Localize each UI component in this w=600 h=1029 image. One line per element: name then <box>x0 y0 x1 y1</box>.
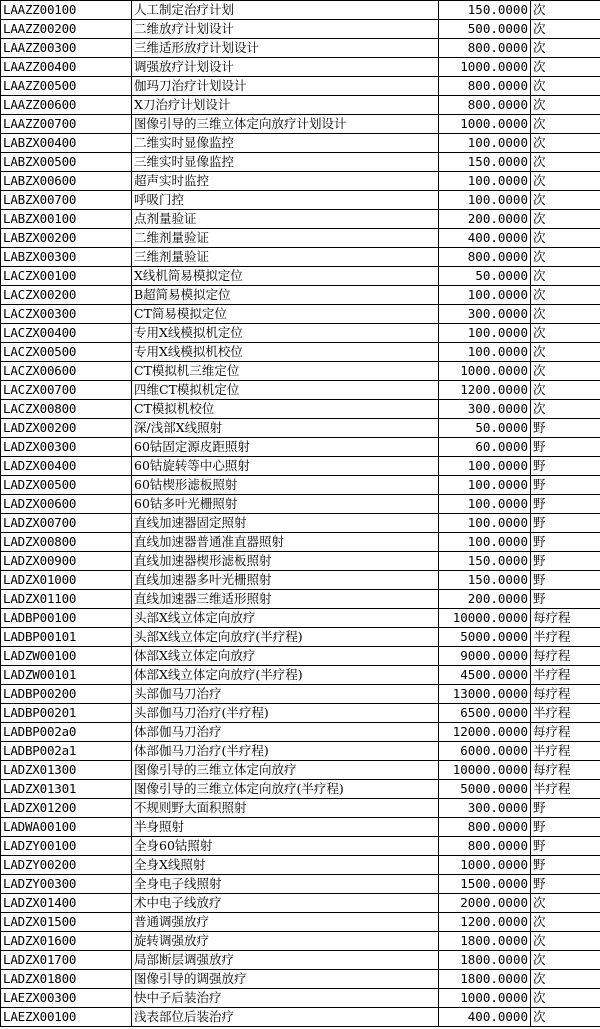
item-price-cell: 100.0000 <box>439 343 531 362</box>
item-name-cell: 直线加速器楔形滤板照射 <box>132 552 439 571</box>
item-name-cell: 直线加速器普通准直器照射 <box>132 533 439 552</box>
item-name-cell: 二维剂量验证 <box>132 229 439 248</box>
table-row <box>1 1008 600 1027</box>
item-unit-cell: 次 <box>531 894 600 913</box>
table-row <box>1 400 600 419</box>
item-code-cell: LADZX00400 <box>1 457 132 476</box>
table-row <box>1 210 600 229</box>
item-unit-cell: 次 <box>531 343 600 362</box>
item-code-cell: LADZW00100 <box>1 647 132 666</box>
item-unit-cell: 每疗程 <box>531 685 600 704</box>
table-row <box>1 590 600 609</box>
item-unit-cell: 野 <box>531 438 600 457</box>
item-unit-cell: 野 <box>531 590 600 609</box>
table-row <box>1 932 600 951</box>
item-unit-cell: 次 <box>531 286 600 305</box>
item-name-cell: 体部伽马刀治疗 <box>132 723 439 742</box>
item-price-cell: 100.0000 <box>439 533 531 552</box>
item-name-cell: 呼吸门控 <box>132 191 439 210</box>
item-code-cell: LACZX00100 <box>1 267 132 286</box>
item-unit-cell: 野 <box>531 457 600 476</box>
item-price-cell: 12000.0000 <box>439 723 531 742</box>
item-name-cell: 体部伽马刀治疗(半疗程) <box>132 742 439 761</box>
item-price-cell: 800.0000 <box>439 248 531 267</box>
item-unit-cell: 野 <box>531 514 600 533</box>
item-unit-cell: 次 <box>531 229 600 248</box>
table-row <box>1 419 600 438</box>
item-name-cell: X线机简易模拟定位 <box>132 267 439 286</box>
item-name-cell: 普通调强放疗 <box>132 913 439 932</box>
item-unit-cell: 次 <box>531 324 600 343</box>
item-name-cell: 头部伽马刀治疗 <box>132 685 439 704</box>
item-price-cell: 400.0000 <box>439 1008 531 1027</box>
item-price-cell: 1000.0000 <box>439 989 531 1008</box>
item-price-cell: 100.0000 <box>439 134 531 153</box>
table-row <box>1 248 600 267</box>
item-code-cell: LAAZZ00100 <box>1 1 132 20</box>
item-code-cell: LADZX01300 <box>1 761 132 780</box>
item-unit-cell: 次 <box>531 932 600 951</box>
item-unit-cell: 野 <box>531 552 600 571</box>
item-unit-cell: 次 <box>531 134 600 153</box>
item-unit-cell: 次 <box>531 248 600 267</box>
item-price-cell: 5000.0000 <box>439 780 531 799</box>
table-row <box>1 913 600 932</box>
item-code-cell: LABZX00300 <box>1 248 132 267</box>
item-code-cell: LADZX00600 <box>1 495 132 514</box>
item-code-cell: LACZX00500 <box>1 343 132 362</box>
item-code-cell: LABZX00100 <box>1 210 132 229</box>
item-unit-cell: 每疗程 <box>531 723 600 742</box>
item-code-cell: LADZX01600 <box>1 932 132 951</box>
item-price-cell: 1000.0000 <box>439 856 531 875</box>
table-row <box>1 77 600 96</box>
item-unit-cell: 次 <box>531 381 600 400</box>
item-price-cell: 1800.0000 <box>439 932 531 951</box>
item-name-cell: 全身60钴照射 <box>132 837 439 856</box>
table-row <box>1 571 600 590</box>
item-price-cell: 100.0000 <box>439 286 531 305</box>
item-name-cell: 旋转调强放疗 <box>132 932 439 951</box>
item-name-cell: X刀治疗计划设计 <box>132 96 439 115</box>
item-unit-cell: 次 <box>531 210 600 229</box>
item-unit-cell: 野 <box>531 818 600 837</box>
table-row <box>1 134 600 153</box>
item-price-cell: 400.0000 <box>439 229 531 248</box>
item-name-cell: 头部X线立体定向放疗(半疗程) <box>132 628 439 647</box>
table-row <box>1 172 600 191</box>
item-code-cell: LADZX00800 <box>1 533 132 552</box>
item-code-cell: LABZX00500 <box>1 153 132 172</box>
item-unit-cell: 次 <box>531 989 600 1008</box>
item-name-cell: 专用X线模拟机定位 <box>132 324 439 343</box>
item-unit-cell: 野 <box>531 533 600 552</box>
item-code-cell: LABZX00700 <box>1 191 132 210</box>
item-code-cell: LABZX00200 <box>1 229 132 248</box>
item-price-cell: 1200.0000 <box>439 381 531 400</box>
item-unit-cell: 每疗程 <box>531 761 600 780</box>
item-unit-cell: 次 <box>531 96 600 115</box>
item-code-cell: LADBP002a1 <box>1 742 132 761</box>
table-row <box>1 628 600 647</box>
item-price-cell: 150.0000 <box>439 552 531 571</box>
item-code-cell: LADBP002a0 <box>1 723 132 742</box>
item-price-cell: 500.0000 <box>439 20 531 39</box>
item-code-cell: LADZX00900 <box>1 552 132 571</box>
table-row <box>1 742 600 761</box>
item-code-cell: LADBP00101 <box>1 628 132 647</box>
item-code-cell: LADZY00300 <box>1 875 132 894</box>
item-name-cell: 全身X线照射 <box>132 856 439 875</box>
item-name-cell: 浅表部位后装治疗 <box>132 1008 439 1027</box>
table-row <box>1 153 600 172</box>
item-unit-cell: 半疗程 <box>531 742 600 761</box>
item-price-cell: 10000.0000 <box>439 761 531 780</box>
item-unit-cell: 次 <box>531 153 600 172</box>
item-price-cell: 6000.0000 <box>439 742 531 761</box>
table-row <box>1 362 600 381</box>
item-price-cell: 1000.0000 <box>439 58 531 77</box>
item-code-cell: LADBP00200 <box>1 685 132 704</box>
table-row <box>1 191 600 210</box>
item-name-cell: 人工制定治疗计划 <box>132 1 439 20</box>
item-price-cell: 800.0000 <box>439 837 531 856</box>
item-name-cell: B超简易模拟定位 <box>132 286 439 305</box>
item-price-cell: 9000.0000 <box>439 647 531 666</box>
item-name-cell: 直线加速器固定照射 <box>132 514 439 533</box>
item-price-cell: 5000.0000 <box>439 628 531 647</box>
item-name-cell: 半身照射 <box>132 818 439 837</box>
item-price-cell: 300.0000 <box>439 305 531 324</box>
item-code-cell: LADZX01400 <box>1 894 132 913</box>
table-row <box>1 723 600 742</box>
table-row <box>1 305 600 324</box>
item-name-cell: 术中电子线放疗 <box>132 894 439 913</box>
item-code-cell: LADZX00200 <box>1 419 132 438</box>
item-unit-cell: 次 <box>531 913 600 932</box>
item-name-cell: 不规则野大面积照射 <box>132 799 439 818</box>
item-price-cell: 100.0000 <box>439 172 531 191</box>
item-name-cell: 直线加速器三维适形照射 <box>132 590 439 609</box>
item-unit-cell: 次 <box>531 39 600 58</box>
item-price-cell: 60.0000 <box>439 438 531 457</box>
item-name-cell: 60钴多叶光栅照射 <box>132 495 439 514</box>
item-price-cell: 100.0000 <box>439 495 531 514</box>
item-unit-cell: 野 <box>531 476 600 495</box>
item-name-cell: 头部伽马刀治疗(半疗程) <box>132 704 439 723</box>
item-code-cell: LAEZX00100 <box>1 1008 132 1027</box>
table-row <box>1 875 600 894</box>
item-unit-cell: 野 <box>531 571 600 590</box>
item-unit-cell: 次 <box>531 400 600 419</box>
item-name-cell: 60钴楔形滤板照射 <box>132 476 439 495</box>
item-unit-cell: 每疗程 <box>531 647 600 666</box>
item-code-cell: LAEZX00300 <box>1 989 132 1008</box>
item-name-cell: CT简易模拟定位 <box>132 305 439 324</box>
item-code-cell: LABZX00600 <box>1 172 132 191</box>
item-name-cell: CT模拟机三维定位 <box>132 362 439 381</box>
item-price-cell: 150.0000 <box>439 153 531 172</box>
table-row <box>1 856 600 875</box>
item-code-cell: LACZX00400 <box>1 324 132 343</box>
table-row <box>1 818 600 837</box>
item-price-cell: 100.0000 <box>439 191 531 210</box>
table-row <box>1 552 600 571</box>
item-code-cell: LADZX01700 <box>1 951 132 970</box>
item-code-cell: LADZX00300 <box>1 438 132 457</box>
item-code-cell: LADBP00100 <box>1 609 132 628</box>
item-unit-cell: 次 <box>531 970 600 989</box>
item-name-cell: 全身电子线照射 <box>132 875 439 894</box>
item-code-cell: LACZX00700 <box>1 381 132 400</box>
table-row <box>1 685 600 704</box>
item-name-cell: 60钴固定源皮距照射 <box>132 438 439 457</box>
item-unit-cell: 半疗程 <box>531 628 600 647</box>
item-name-cell: 二维实时显像监控 <box>132 134 439 153</box>
table-row <box>1 58 600 77</box>
item-unit-cell: 次 <box>531 951 600 970</box>
table-row <box>1 115 600 134</box>
item-price-cell: 6500.0000 <box>439 704 531 723</box>
table-row <box>1 267 600 286</box>
item-name-cell: CT模拟机校位 <box>132 400 439 419</box>
item-price-cell: 1500.0000 <box>439 875 531 894</box>
item-price-cell: 300.0000 <box>439 799 531 818</box>
item-name-cell: 60钴旋转等中心照射 <box>132 457 439 476</box>
item-code-cell: LACZX00600 <box>1 362 132 381</box>
item-unit-cell: 次 <box>531 362 600 381</box>
table-row <box>1 533 600 552</box>
item-price-cell: 150.0000 <box>439 571 531 590</box>
item-code-cell: LADZX01000 <box>1 571 132 590</box>
table-row <box>1 951 600 970</box>
item-price-cell: 1000.0000 <box>439 115 531 134</box>
item-unit-cell: 次 <box>531 1008 600 1027</box>
item-price-cell: 100.0000 <box>439 457 531 476</box>
item-code-cell: LADZX00500 <box>1 476 132 495</box>
item-name-cell: 超声实时监控 <box>132 172 439 191</box>
item-price-cell: 4500.0000 <box>439 666 531 685</box>
item-price-cell: 100.0000 <box>439 514 531 533</box>
table-row <box>1 438 600 457</box>
item-code-cell: LAAZZ00600 <box>1 96 132 115</box>
item-unit-cell: 次 <box>531 305 600 324</box>
item-name-cell: 专用X线模拟机校位 <box>132 343 439 362</box>
item-unit-cell: 次 <box>531 267 600 286</box>
table-row <box>1 495 600 514</box>
table-row <box>1 761 600 780</box>
item-price-cell: 1200.0000 <box>439 913 531 932</box>
item-name-cell: 二维放疗计划设计 <box>132 20 439 39</box>
item-unit-cell: 野 <box>531 856 600 875</box>
item-price-cell: 10000.0000 <box>439 609 531 628</box>
item-unit-cell: 半疗程 <box>531 666 600 685</box>
item-unit-cell: 次 <box>531 115 600 134</box>
item-price-cell: 150.0000 <box>439 1 531 20</box>
item-price-cell: 200.0000 <box>439 590 531 609</box>
item-unit-cell: 野 <box>531 799 600 818</box>
item-price-cell: 800.0000 <box>439 77 531 96</box>
table-row <box>1 96 600 115</box>
item-price-cell: 1800.0000 <box>439 951 531 970</box>
item-code-cell: LADBP00201 <box>1 704 132 723</box>
item-code-cell: LADZX01800 <box>1 970 132 989</box>
item-price-cell: 800.0000 <box>439 818 531 837</box>
item-name-cell: 直线加速器多叶光栅照射 <box>132 571 439 590</box>
item-name-cell: 调强放疗计划设计 <box>132 58 439 77</box>
item-name-cell: 体部X线立体定向放疗 <box>132 647 439 666</box>
item-name-cell: 图像引导的调强放疗 <box>132 970 439 989</box>
item-name-cell: 三维实时显像监控 <box>132 153 439 172</box>
item-name-cell: 图像引导的三维立体定向放疗 <box>132 761 439 780</box>
item-price-cell: 800.0000 <box>439 39 531 58</box>
item-unit-cell: 每疗程 <box>531 609 600 628</box>
item-code-cell: LACZX00800 <box>1 400 132 419</box>
item-unit-cell: 次 <box>531 77 600 96</box>
item-unit-cell: 野 <box>531 837 600 856</box>
table-row <box>1 837 600 856</box>
item-code-cell: LACZX00300 <box>1 305 132 324</box>
item-code-cell: LADZY00100 <box>1 837 132 856</box>
item-unit-cell: 次 <box>531 58 600 77</box>
item-price-cell: 800.0000 <box>439 96 531 115</box>
table-row <box>1 476 600 495</box>
table-row <box>1 780 600 799</box>
item-unit-cell: 半疗程 <box>531 704 600 723</box>
item-price-cell: 300.0000 <box>439 400 531 419</box>
item-name-cell: 体部X线立体定向放疗(半疗程) <box>132 666 439 685</box>
fee-table-body <box>1 1 600 1027</box>
item-price-cell: 50.0000 <box>439 419 531 438</box>
item-price-cell: 2000.0000 <box>439 894 531 913</box>
table-row <box>1 381 600 400</box>
table-row <box>1 989 600 1008</box>
table-row <box>1 514 600 533</box>
item-unit-cell: 半疗程 <box>531 780 600 799</box>
item-price-cell: 1000.0000 <box>439 362 531 381</box>
item-name-cell: 深/浅部X线照射 <box>132 419 439 438</box>
item-price-cell: 50.0000 <box>439 267 531 286</box>
item-name-cell: 三维剂量验证 <box>132 248 439 267</box>
table-row <box>1 970 600 989</box>
table-row <box>1 647 600 666</box>
item-code-cell: LABZX00400 <box>1 134 132 153</box>
table-row <box>1 229 600 248</box>
table-row <box>1 20 600 39</box>
item-price-cell: 1800.0000 <box>439 970 531 989</box>
item-price-cell: 100.0000 <box>439 324 531 343</box>
table-row <box>1 343 600 362</box>
item-name-cell: 图像引导的三维立体定向放疗计划设计 <box>132 115 439 134</box>
item-code-cell: LADZY00200 <box>1 856 132 875</box>
item-code-cell: LAAZZ00300 <box>1 39 132 58</box>
item-price-cell: 200.0000 <box>439 210 531 229</box>
item-unit-cell: 次 <box>531 1 600 20</box>
table-row <box>1 1 600 20</box>
item-code-cell: LAAZZ00700 <box>1 115 132 134</box>
item-code-cell: LADZX01100 <box>1 590 132 609</box>
table-row <box>1 799 600 818</box>
table-row <box>1 704 600 723</box>
item-name-cell: 四维CT模拟机定位 <box>132 381 439 400</box>
item-name-cell: 头部X线立体定向放疗 <box>132 609 439 628</box>
item-code-cell: LADWA00100 <box>1 818 132 837</box>
item-name-cell: 快中子后装治疗 <box>132 989 439 1008</box>
item-code-cell: LADZW00101 <box>1 666 132 685</box>
item-unit-cell: 野 <box>531 495 600 514</box>
item-price-cell: 100.0000 <box>439 476 531 495</box>
item-price-cell: 13000.0000 <box>439 685 531 704</box>
table-row <box>1 286 600 305</box>
table-row <box>1 666 600 685</box>
item-code-cell: LAAZZ00400 <box>1 58 132 77</box>
item-name-cell: 图像引导的三维立体定向放疗(半疗程) <box>132 780 439 799</box>
item-name-cell: 局部断层调强放疗 <box>132 951 439 970</box>
table-row <box>1 457 600 476</box>
item-code-cell: LAAZZ00200 <box>1 20 132 39</box>
item-unit-cell: 野 <box>531 419 600 438</box>
item-name-cell: 三维适形放疗计划设计 <box>132 39 439 58</box>
item-code-cell: LACZX00200 <box>1 286 132 305</box>
item-unit-cell: 次 <box>531 20 600 39</box>
item-name-cell: 点剂量验证 <box>132 210 439 229</box>
item-unit-cell: 野 <box>531 875 600 894</box>
table-row <box>1 609 600 628</box>
item-unit-cell: 次 <box>531 191 600 210</box>
item-code-cell: LADZX01301 <box>1 780 132 799</box>
item-code-cell: LADZX01200 <box>1 799 132 818</box>
item-unit-cell: 次 <box>531 172 600 191</box>
item-name-cell: 伽玛刀治疗计划设计 <box>132 77 439 96</box>
item-code-cell: LADZX01500 <box>1 913 132 932</box>
table-row <box>1 39 600 58</box>
item-code-cell: LADZX00700 <box>1 514 132 533</box>
table-row <box>1 894 600 913</box>
item-code-cell: LAAZZ00500 <box>1 77 132 96</box>
table-row <box>1 324 600 343</box>
